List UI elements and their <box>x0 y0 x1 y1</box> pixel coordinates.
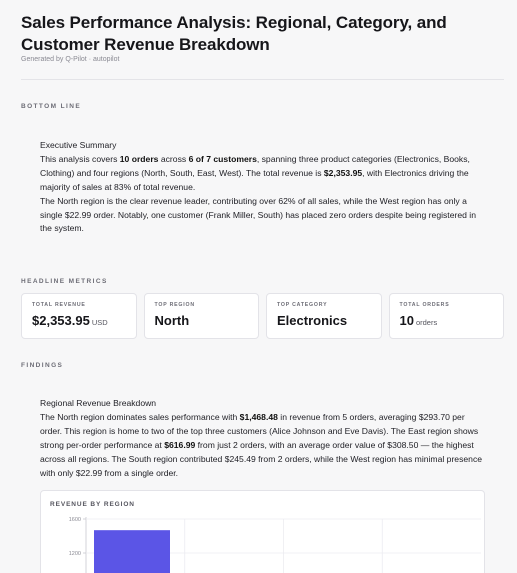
bottom-line-section-label: BOTTOM LINE <box>21 103 82 110</box>
orders-count-emphasis: 10 orders <box>119 153 159 164</box>
metric-card-total-orders <box>389 293 505 339</box>
total-revenue-emphasis: $2,353.95 <box>323 167 363 178</box>
metric-value: North <box>154 313 190 328</box>
customers-count-emphasis: 6 of 7 customers <box>188 153 257 164</box>
east-revenue-emphasis: $616.99 <box>164 439 196 450</box>
metric-card-top-category <box>266 293 382 339</box>
metric-unit: orders <box>415 318 438 327</box>
metric-label: TOP CATEGORY <box>277 302 328 308</box>
metric-label: TOP REGION <box>154 302 195 308</box>
page-title: Sales Performance Analysis: Regional, Category, and Customer Revenue Breakdown <box>21 13 447 54</box>
metric-card-total-revenue <box>21 293 137 339</box>
executive-summary <box>40 139 488 236</box>
metric-value: 10 orders <box>399 313 438 328</box>
findings-section-label: FINDINGS <box>21 362 64 369</box>
bar-north <box>94 530 170 573</box>
regional-findings-paragraph: The North region dominates sales performance with $1,468.48 in revenue from 5 orders, averaging $293.70 per order. This region is home to two of the top three customers (Alice Johnson and Eve Davis). The East region shows strong per-order performance at $616.99 from just 2 orders, with an average order value of $308.50 — the highest across all regions. The South region contributed $245.49 from 2 orders, while the West region has minimal presence with only $22.99 from a single order. <box>40 411 483 478</box>
revenue-by-region-chart-card <box>40 490 485 573</box>
y-tick-label: 1600 <box>68 517 81 523</box>
executive-summary-paragraph-2: The North region is the clear revenue leader, contributing over 62% of all sales, while the West region has only a single $22.99 order. Notably, one customer (Frank Miller, South) has placed zero orders despite being registered in the system. <box>40 195 476 234</box>
metric-value: $2,353.95 USD <box>32 313 108 328</box>
regional-findings <box>40 397 488 480</box>
metric-card-top-region <box>144 293 260 339</box>
regional-findings-heading: Regional Revenue Breakdown <box>40 398 157 408</box>
chart-title: REVENUE BY REGION <box>50 501 135 508</box>
header-divider <box>21 79 504 80</box>
metric-value: Electronics <box>277 313 348 328</box>
headline-metrics-section-label: HEADLINE METRICS <box>21 278 108 285</box>
generated-by-label: Generated by Q-Pilot · autopilot <box>21 56 120 63</box>
revenue-by-region-chart <box>41 491 486 573</box>
metric-cards <box>21 293 504 339</box>
metric-label: TOTAL REVENUE <box>32 302 86 308</box>
metric-unit: USD <box>91 318 108 327</box>
executive-summary-heading: Executive Summary <box>40 140 117 150</box>
executive-summary-paragraph-1: This analysis covers 10 orders across 6 of 7 customers, spanning three product categories (Electronics, Books, Clothing) and four regions (North, South, East, West). The total revenue is $2,353.95, with Electronics driving the majority of sales at 83% of total revenue. <box>40 153 470 192</box>
metric-label: TOTAL ORDERS <box>399 302 450 308</box>
y-tick-label: 1200 <box>68 551 81 557</box>
north-revenue-emphasis: $1,468.48 <box>239 411 278 422</box>
